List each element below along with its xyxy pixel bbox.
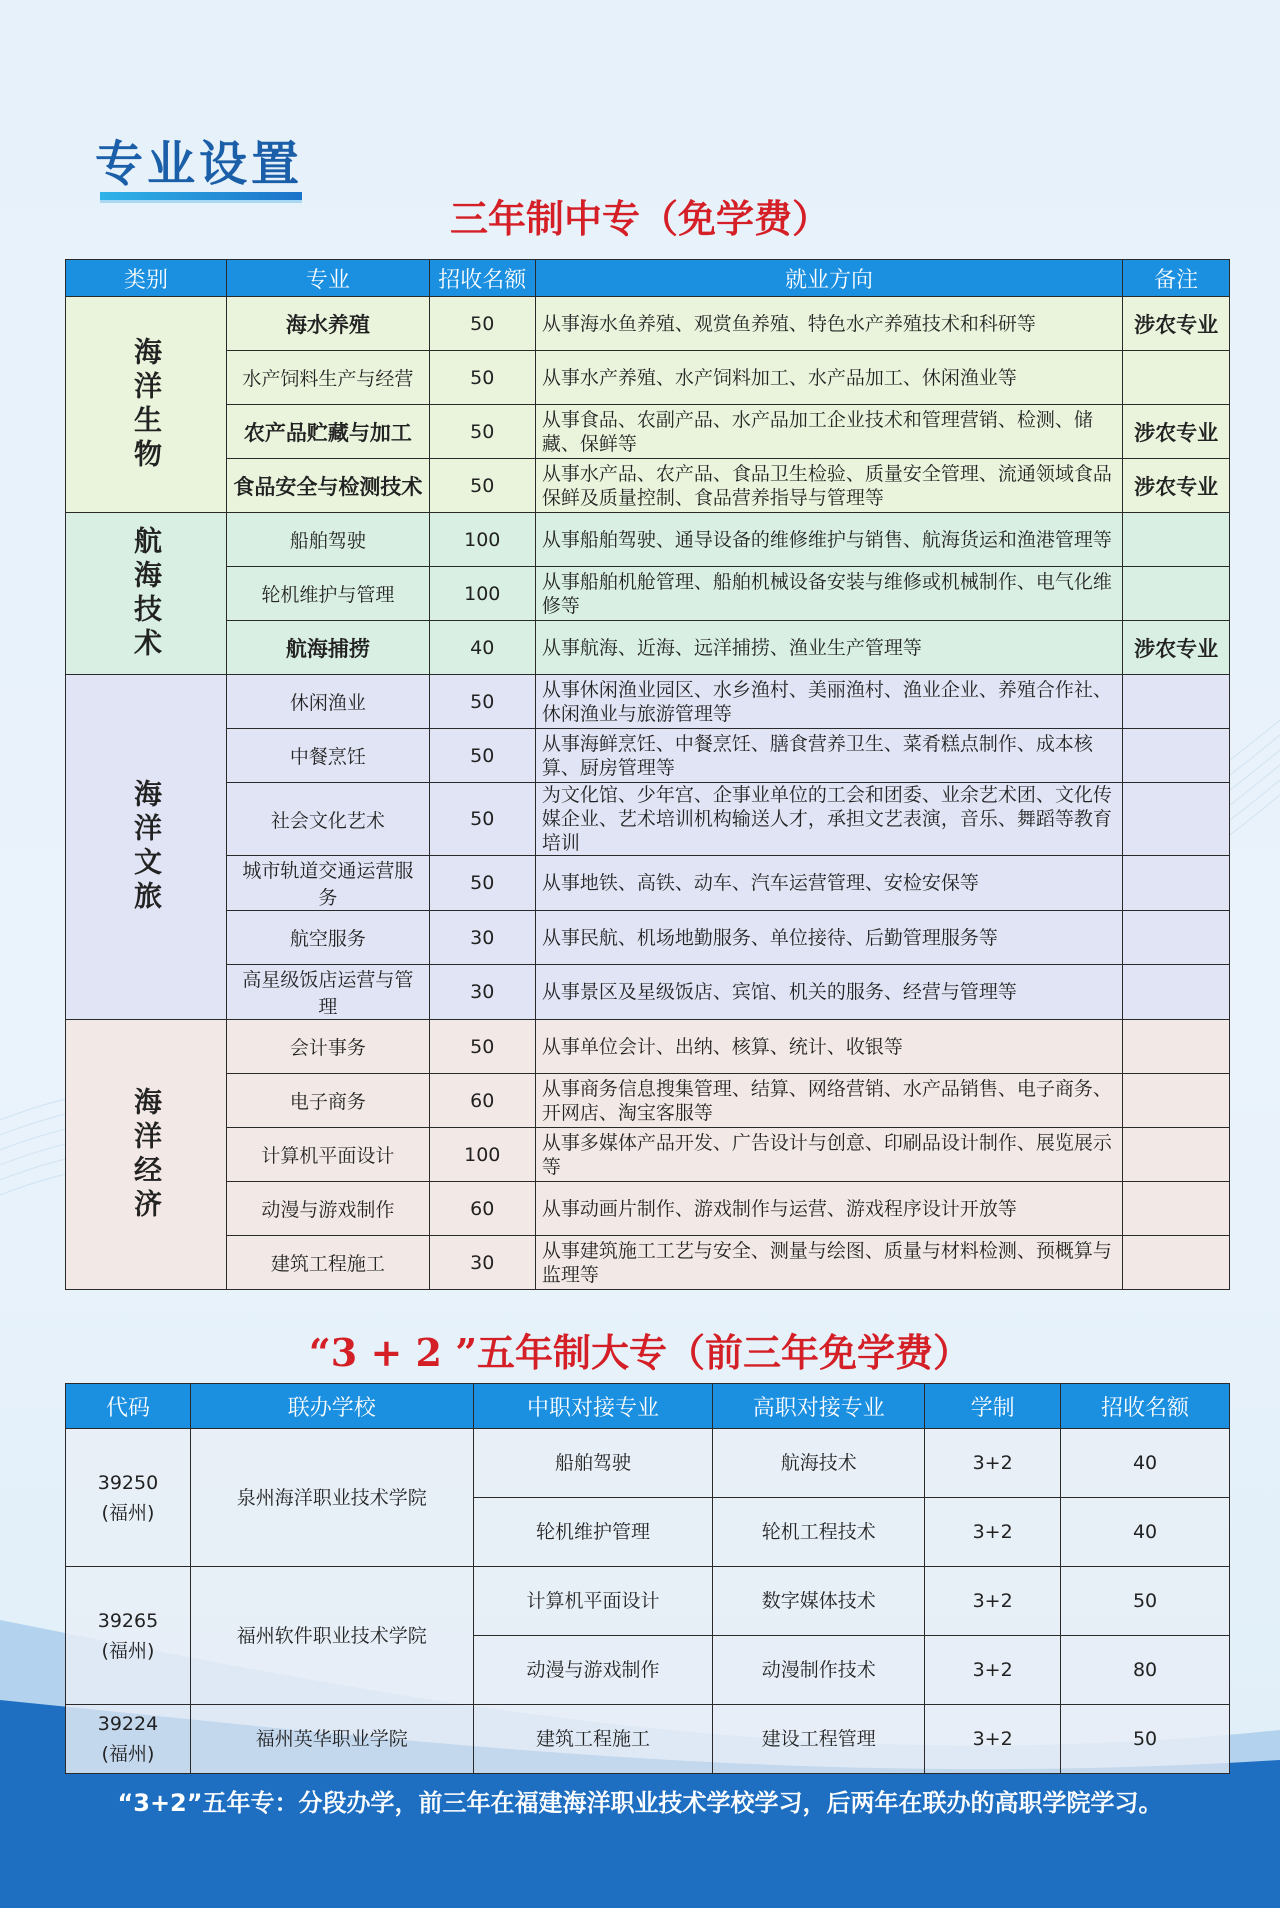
header-joint-quota: 招收名额 <box>1061 1384 1230 1429</box>
mid-major-cell: 动漫与游戏制作 <box>473 1636 713 1705</box>
system-cell: 3+2 <box>925 1705 1061 1774</box>
note-cell <box>1123 911 1230 965</box>
note-cell <box>1123 1020 1230 1074</box>
quota-cell: 50 <box>429 1020 535 1074</box>
code-number: 39224 <box>97 1713 159 1735</box>
direction-cell: 从事船舶机舱管理、船舶机械设备安装与维修或机械制作、电气化维修等 <box>535 567 1122 621</box>
quota-cell: 50 <box>429 405 535 459</box>
category-cell: 海洋文旅 <box>66 675 227 1020</box>
direction-cell: 从事航海、近海、远洋捕捞、渔业生产管理等 <box>535 621 1122 675</box>
table-row <box>66 297 1230 351</box>
high-major-cell: 轮机工程技术 <box>713 1498 925 1567</box>
major-cell: 船舶驾驶 <box>227 513 430 567</box>
note-cell: 涉农专业 <box>1123 459 1230 513</box>
section-title: 专业设置 <box>95 136 304 192</box>
quota-cell: 100 <box>429 1128 535 1182</box>
note-cell <box>1123 1182 1230 1236</box>
table-row <box>66 405 1230 459</box>
direction-cell: 从事商务信息搜集管理、结算、网络营销、水产品销售、电子商务、开网店、淘宝客服等 <box>535 1074 1122 1128</box>
five-year-title: “3 + 2 ”五年制大专（前三年免学费） <box>308 1330 972 1375</box>
note-cell <box>1123 513 1230 567</box>
table-row <box>66 911 1230 965</box>
header-major: 专业 <box>227 260 430 297</box>
system-cell: 3+2 <box>925 1567 1061 1636</box>
major-cell: 农产品贮藏与加工 <box>227 405 430 459</box>
direction-cell: 为文化馆、少年宫、企事业单位的工会和团委、业余艺术团、文化传媒企业、艺术培训机构输送人才，承担文艺表演，音乐、舞蹈等教育培训 <box>535 783 1122 856</box>
major-cell: 轮机维护与管理 <box>227 567 430 621</box>
quota-cell: 60 <box>429 1182 535 1236</box>
note-cell: 涉农专业 <box>1123 297 1230 351</box>
table-row <box>66 1429 1230 1498</box>
three-year-title: 三年制中专（免学费） <box>449 196 830 241</box>
direction-cell: 从事单位会计、出纳、核算、统计、收银等 <box>535 1020 1122 1074</box>
category-cell: 海洋生物 <box>66 297 227 513</box>
header-quota: 招收名额 <box>429 260 535 297</box>
major-cell: 休闲渔业 <box>227 675 430 729</box>
table-row <box>66 513 1230 567</box>
note-cell <box>1123 783 1230 856</box>
header-mid-major: 中职对接专业 <box>473 1384 713 1429</box>
major-cell: 动漫与游戏制作 <box>227 1182 430 1236</box>
direction-cell: 从事多媒体产品开发、广告设计与创意、印刷品设计制作、展览展示等 <box>535 1128 1122 1182</box>
category-cell: 航海技术 <box>66 513 227 675</box>
quota-cell: 50 <box>429 783 535 856</box>
quota-cell: 50 <box>1061 1567 1230 1636</box>
header-note: 备注 <box>1123 260 1230 297</box>
major-cell: 海水养殖 <box>227 297 430 351</box>
system-cell: 3+2 <box>925 1429 1061 1498</box>
direction-cell: 从事水产品、农产品、食品卫生检验、质量安全管理、流通领域食品保鲜及质量控制、食品营养指导与管理等 <box>535 459 1122 513</box>
quota-cell: 60 <box>429 1074 535 1128</box>
mid-major-cell: 船舶驾驶 <box>473 1429 713 1498</box>
direction-cell: 从事地铁、高铁、动车、汽车运营管理、安检安保等 <box>535 856 1122 911</box>
major-cell: 计算机平面设计 <box>227 1128 430 1182</box>
mid-major-cell: 轮机维护管理 <box>473 1498 713 1567</box>
header-category: 类别 <box>66 260 227 297</box>
direction-cell: 从事景区及星级饭店、宾馆、机关的服务、经营与管理等 <box>535 965 1122 1020</box>
system-cell: 3+2 <box>925 1636 1061 1705</box>
header-high-major: 高职对接专业 <box>713 1384 925 1429</box>
major-cell: 社会文化艺术 <box>227 783 430 856</box>
major-cell: 航空服务 <box>227 911 430 965</box>
quota-cell: 50 <box>429 729 535 783</box>
header-code: 代码 <box>66 1384 191 1429</box>
direction-cell: 从事海鲜烹饪、中餐烹饪、膳食营养卫生、菜肴糕点制作、成本核算、厨房管理等 <box>535 729 1122 783</box>
table-header-row <box>66 260 1230 297</box>
note-cell: 涉农专业 <box>1123 621 1230 675</box>
table-row <box>66 1128 1230 1182</box>
major-cell: 电子商务 <box>227 1074 430 1128</box>
direction-cell: 从事休闲渔业园区、水乡渔村、美丽渔村、渔业企业、养殖合作社、休闲渔业与旅游管理等 <box>535 675 1122 729</box>
quota-cell: 50 <box>429 675 535 729</box>
quota-cell: 30 <box>429 965 535 1020</box>
table-row <box>66 965 1230 1020</box>
school-cell: 福州英华职业学院 <box>190 1705 473 1774</box>
table-row <box>66 621 1230 675</box>
table-row <box>66 1567 1230 1636</box>
direction-cell: 从事水产养殖、水产饲料加工、水产品加工、休闲渔业等 <box>535 351 1122 405</box>
high-major-cell: 数字媒体技术 <box>713 1567 925 1636</box>
table-row <box>66 567 1230 621</box>
header-system: 学制 <box>925 1384 1061 1429</box>
quota-cell: 50 <box>429 351 535 405</box>
code-city: (福州) <box>101 1501 155 1524</box>
joint-header-row <box>66 1384 1230 1429</box>
table-row <box>66 351 1230 405</box>
note-cell: 涉农专业 <box>1123 405 1230 459</box>
table-row <box>66 783 1230 856</box>
table-row <box>66 856 1230 911</box>
quota-cell: 40 <box>1061 1498 1230 1567</box>
table-row <box>66 1020 1230 1074</box>
major-cell: 建筑工程施工 <box>227 1236 430 1290</box>
table-row <box>66 1705 1230 1774</box>
code-city: (福州) <box>101 1743 155 1765</box>
table-row <box>66 729 1230 783</box>
table-row <box>66 675 1230 729</box>
mid-major-cell: 建筑工程施工 <box>473 1705 713 1774</box>
high-major-cell: 动漫制作技术 <box>713 1636 925 1705</box>
major-cell: 会计事务 <box>227 1020 430 1074</box>
note-cell <box>1123 567 1230 621</box>
direction-cell: 从事动画片制作、游戏制作与运营、游戏程序设计开放等 <box>535 1182 1122 1236</box>
code-cell <box>66 1429 191 1567</box>
note-cell <box>1123 856 1230 911</box>
code-number: 39250 <box>97 1471 159 1494</box>
table-row <box>66 1074 1230 1128</box>
table-row <box>66 459 1230 513</box>
note-cell <box>1123 965 1230 1020</box>
quota-cell: 50 <box>1061 1705 1230 1774</box>
five-year-table <box>65 1383 1230 1774</box>
note-cell <box>1123 1128 1230 1182</box>
quota-cell: 100 <box>429 567 535 621</box>
quota-cell: 30 <box>429 911 535 965</box>
major-cell: 食品安全与检测技术 <box>227 459 430 513</box>
code-cell <box>66 1567 191 1705</box>
quota-cell: 50 <box>429 459 535 513</box>
major-cell: 高星级饭店运营与管理 <box>227 965 430 1020</box>
major-cell: 城市轨道交通运营服务 <box>227 856 430 911</box>
school-cell: 福州软件职业技术学院 <box>190 1567 473 1705</box>
note-cell <box>1123 1236 1230 1290</box>
direction-cell: 从事食品、农副产品、水产品加工企业技术和管理营销、检测、储藏、保鲜等 <box>535 405 1122 459</box>
major-cell: 中餐烹饪 <box>227 729 430 783</box>
header-school: 联办学校 <box>190 1384 473 1429</box>
table-row <box>66 1182 1230 1236</box>
header-direction: 就业方向 <box>535 260 1122 297</box>
major-cell: 水产饲料生产与经营 <box>227 351 430 405</box>
code-cell <box>66 1705 191 1774</box>
quota-cell: 50 <box>429 856 535 911</box>
note-cell <box>1123 1074 1230 1128</box>
three-year-table <box>65 259 1230 1290</box>
table-row <box>66 1236 1230 1290</box>
quota-cell: 40 <box>1061 1429 1230 1498</box>
direction-cell: 从事海水鱼养殖、观赏鱼养殖、特色水产养殖技术和科研等 <box>535 297 1122 351</box>
quota-cell: 40 <box>429 621 535 675</box>
note-cell <box>1123 351 1230 405</box>
code-number: 39265 <box>97 1609 159 1632</box>
high-major-cell: 航海技术 <box>713 1429 925 1498</box>
mid-major-cell: 计算机平面设计 <box>473 1567 713 1636</box>
code-city: (福州) <box>101 1639 155 1662</box>
footer-note: “3+2”五年专：分段办学，前三年在福建海洋职业技术学校学习，后两年在联办的高职学院学习。 <box>117 1789 1163 1817</box>
system-cell: 3+2 <box>925 1498 1061 1567</box>
direction-cell: 从事民航、机场地勤服务、单位接待、后勤管理服务等 <box>535 911 1122 965</box>
category-cell: 海洋经济 <box>66 1020 227 1290</box>
direction-cell: 从事船舶驾驶、通导设备的维修维护与销售、航海货运和渔港管理等 <box>535 513 1122 567</box>
major-cell: 航海捕捞 <box>227 621 430 675</box>
quota-cell: 80 <box>1061 1636 1230 1705</box>
quota-cell: 30 <box>429 1236 535 1290</box>
quota-cell: 100 <box>429 513 535 567</box>
high-major-cell: 建设工程管理 <box>713 1705 925 1774</box>
direction-cell: 从事建筑施工工艺与安全、测量与绘图、质量与材料检测、预概算与监理等 <box>535 1236 1122 1290</box>
note-cell <box>1123 675 1230 729</box>
quota-cell: 50 <box>429 297 535 351</box>
school-cell: 泉州海洋职业技术学院 <box>190 1429 473 1567</box>
note-cell <box>1123 729 1230 783</box>
